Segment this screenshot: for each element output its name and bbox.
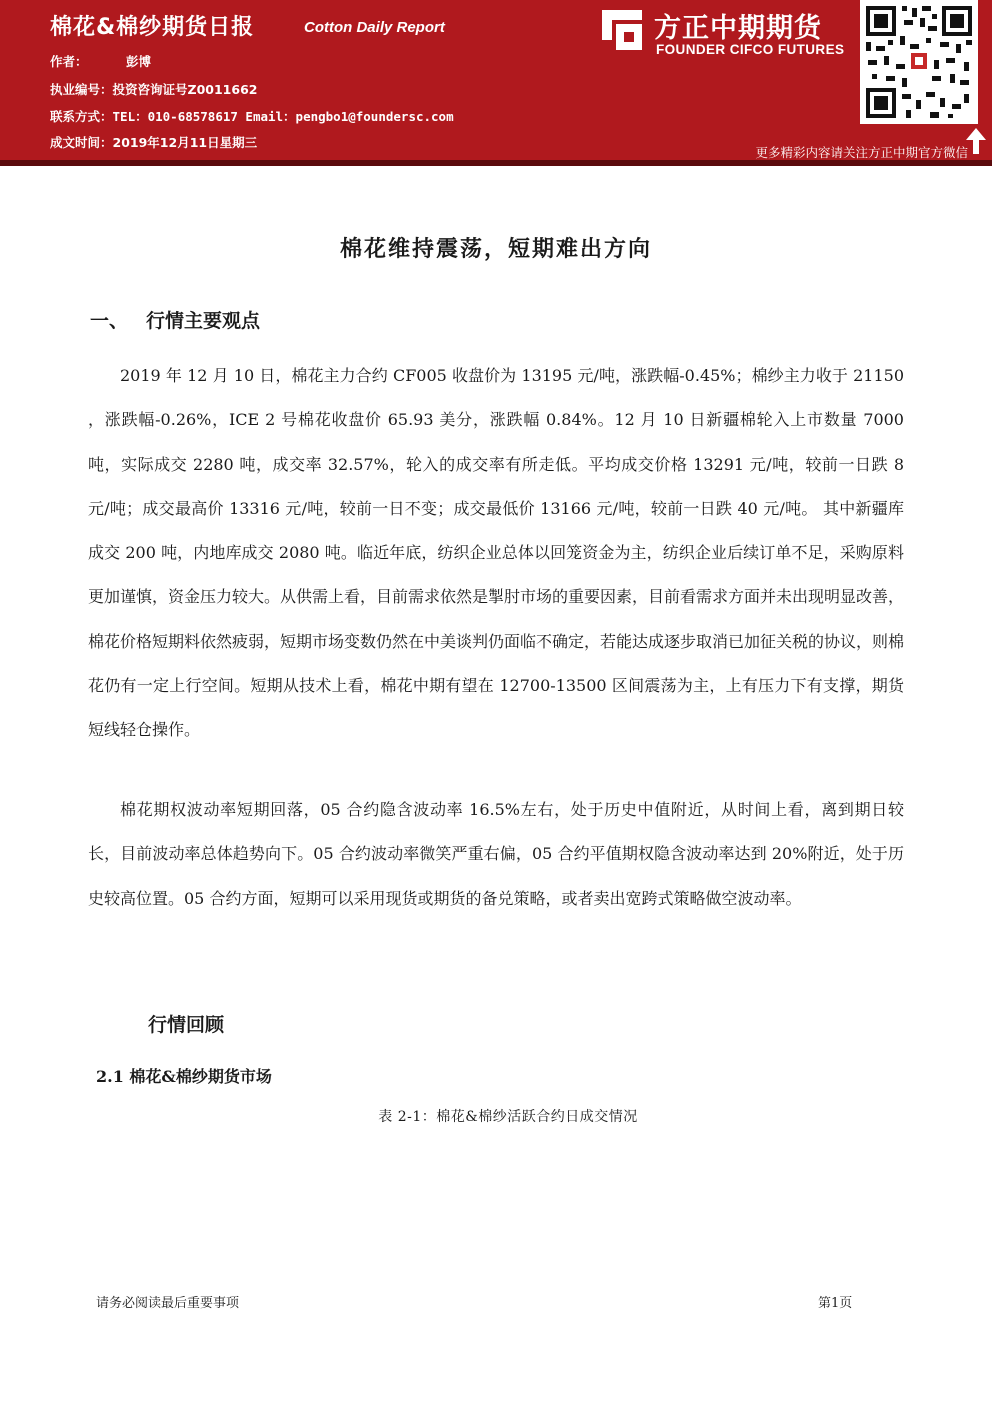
author-label: 作者：: [50, 54, 88, 69]
license-value: 投资咨询证号Z0011662: [112, 82, 258, 97]
section-title: 行情主要观点: [146, 310, 261, 332]
wechat-qr-code: [860, 0, 978, 124]
logo-chinese-text: 方正中期期货: [654, 13, 822, 44]
section-heading-market-review: 行情回顾: [148, 1014, 225, 1036]
market-view-paragraph: 2019 年 12 月 10 日，棉花主力合约 CF005 收盘价为 13195 元/吨，涨跌幅-0.45%；棉纱主力收于 21150 ，涨跌幅-0.26%，ICE 2 号棉花收盘价 65.93 美分，涨跌幅 0.84%。12 月 10 日新疆棉轮入上市数量 7000 吨，实际成交 2280 吨，成交率 32.57%，轮入的成交率有所走低。平均成交价格 13291 元/吨，较前一日跌 8 元/吨；成交最高价 13316 元/吨，较前一日不变；成交最低价 13166 元/吨，较前一日跌 40 元/吨。 其中新疆库成交 200 吨，内地库成交 2080 吨。临近年底，纺织企业总体以回笼资金为主，纺织企业后续订单不足，采购原料更加谨慎，资金压力较大。从供需上看，目前需求依然是掣肘市场的重要因素，目前看需求方面并未出现明显改善，棉花价格短期料依然疲弱，短期市场变数仍然在中美谈判仍面临不确定，若能达成逐步取消已加征关税的协议，则棉花仍有一定上行空间。短期从技术上看，棉花中期有望在 12700-13500 区间震荡为主，上有压力下有支撑，期货短线轻仓操作。: [88, 366, 905, 740]
contact-value: TEL：010-68578617 Email：pengbo1@foundersc.com: [112, 109, 454, 124]
license-label: 执业编号：: [50, 82, 113, 97]
options-view-paragraph: 棉花期权波动率短期回落，05 合约隐含波动率 16.5%左右，处于历史中值附近，从时间上看，离到期日较长，目前波动率总体趋势向下。05 合约波动率微笑严重右偏，05 合约平值期权隐含波动率达到 20%附近，处于历史较高位置。05 合约方面，短期可以采用现货或期货的备兑策略，或者卖出宽跨式策略做空波动率。: [88, 800, 904, 908]
follow-wechat-text: 更多精彩内容请关注方正中期官方微信: [755, 145, 968, 160]
company-logo: [598, 6, 850, 62]
date-row: [50, 133, 257, 151]
logo-mark-icon: [598, 6, 646, 54]
author-row: [50, 52, 151, 70]
document-title: 棉花维持震荡，短期难出方向: [339, 236, 652, 262]
qr-code-icon: [860, 0, 978, 124]
contact-label: 联系方式：: [50, 109, 113, 124]
logo-english-text: FOUNDER CIFCO FUTURES: [656, 42, 845, 57]
contact-row: [50, 107, 454, 125]
report-title: 棉花&棉纱期货日报: [50, 15, 255, 40]
report-subtitle: Cotton Daily Report: [304, 19, 445, 36]
table-caption: 表 2-1：棉花&棉纱活跃合约日成交情况: [378, 1109, 638, 1125]
license-row: [50, 80, 257, 98]
page-number: 第1页: [818, 1296, 853, 1311]
section-number: 一、: [90, 310, 129, 332]
author-value: 彭博: [126, 54, 152, 69]
date-value: 2019年12月11日星期三: [112, 135, 258, 150]
subsection-heading-futures-market: 2.1 棉花&棉纱期货市场: [96, 1067, 272, 1086]
header-divider: [0, 160, 992, 166]
report-header: [0, 0, 992, 160]
section-heading-main-views: [90, 306, 260, 333]
footer-notice: 请务必阅读最后重要事项: [96, 1296, 240, 1311]
date-label: 成文时间：: [50, 135, 113, 150]
